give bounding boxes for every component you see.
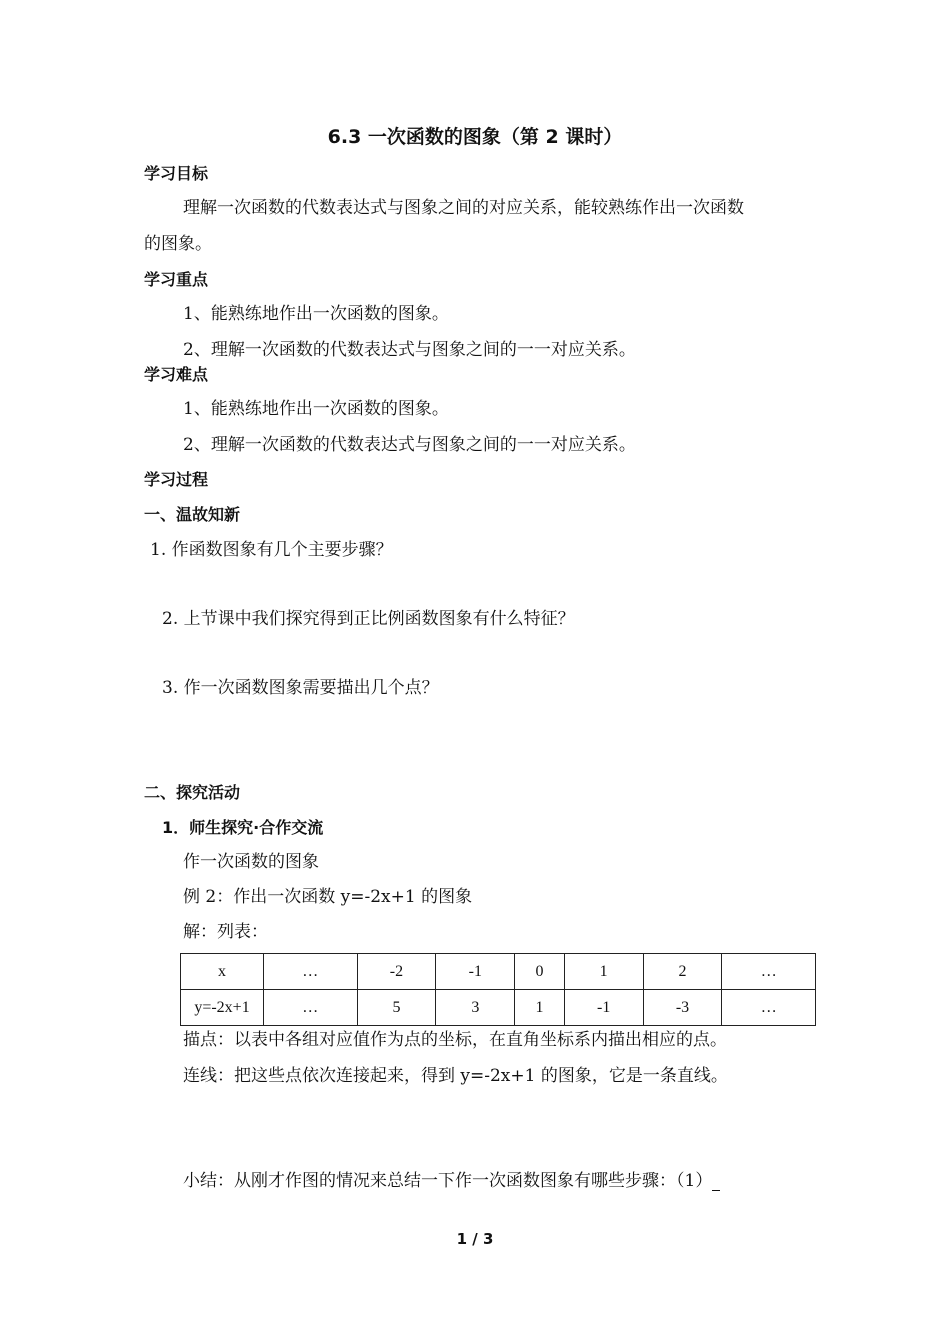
difficulty-heading: 学习难点: [144, 365, 209, 384]
table-cell: -2: [357, 954, 436, 990]
solution-text: 解：列表：: [183, 922, 268, 942]
table-cell: 0: [515, 954, 565, 990]
review-item: 3. 作一次函数图象需要描出几个点？: [162, 678, 439, 698]
table-cell: 1: [515, 990, 565, 1026]
table-cell: 3: [436, 990, 515, 1026]
goals-heading: 学习目标: [144, 164, 209, 183]
focus-heading: 学习重点: [144, 270, 209, 289]
difficulty-item: 2、理解一次函数的代数表达式与图象之间的一一对应关系。: [183, 435, 636, 455]
review-item: 1. 作函数图象有几个主要步骤？: [150, 540, 393, 560]
table-row: [181, 954, 816, 990]
value-table: [180, 953, 816, 1026]
table-cell: …: [722, 954, 816, 990]
focus-item: 1、能熟练地作出一次函数的图象。: [183, 304, 449, 324]
table-cell: …: [264, 990, 358, 1026]
explore-heading: 二、探究活动: [144, 783, 241, 802]
page-number: 1 / 3: [456, 1230, 494, 1248]
focus-item: 2、理解一次函数的代数表达式与图象之间的一一对应关系。: [183, 340, 636, 360]
table-cell: y=-2x+1: [181, 990, 264, 1026]
connect-text: 连线：把这些点依次连接起来，得到 y=-2x+1 的图象，它是一条直线。: [183, 1066, 728, 1086]
summary-line: [183, 1171, 720, 1191]
goals-text-cont: 的图象。: [144, 234, 212, 254]
review-heading: 一、温故知新: [144, 505, 241, 524]
table-cell: x: [181, 954, 264, 990]
answer-blank: [712, 1174, 720, 1191]
table-cell: …: [722, 990, 816, 1026]
table-cell: …: [264, 954, 358, 990]
summary-text: 小结：从刚才作图的情况来总结一下作一次函数图象有哪些步骤：（1）: [183, 1171, 713, 1191]
review-item: 2. 上节课中我们探究得到正比例函数图象有什么特征？: [162, 609, 575, 629]
explore-text: 作一次函数的图象: [183, 852, 319, 872]
table-cell: 2: [643, 954, 722, 990]
page-title: 6.3 一次函数的图象（第 2 课时）: [327, 126, 623, 148]
process-heading: 学习过程: [144, 470, 209, 489]
table-cell: 1: [564, 954, 643, 990]
goals-text: 理解一次函数的代数表达式与图象之间的对应关系，能较熟练作出一次函数: [183, 198, 744, 218]
table-cell: -1: [564, 990, 643, 1026]
example-text: 例 2：作出一次函数 y=-2x+1 的图象: [183, 887, 473, 907]
table-cell: 5: [357, 990, 436, 1026]
plot-text: 描点：以表中各组对应值作为点的坐标，在直角坐标系内描出相应的点。: [183, 1030, 727, 1050]
difficulty-item: 1、能熟练地作出一次函数的图象。: [183, 399, 449, 419]
table-cell: -1: [436, 954, 515, 990]
table-cell: -3: [643, 990, 722, 1026]
table-row: [181, 990, 816, 1026]
explore-subheading: 1．师生探究·合作交流: [162, 818, 324, 837]
